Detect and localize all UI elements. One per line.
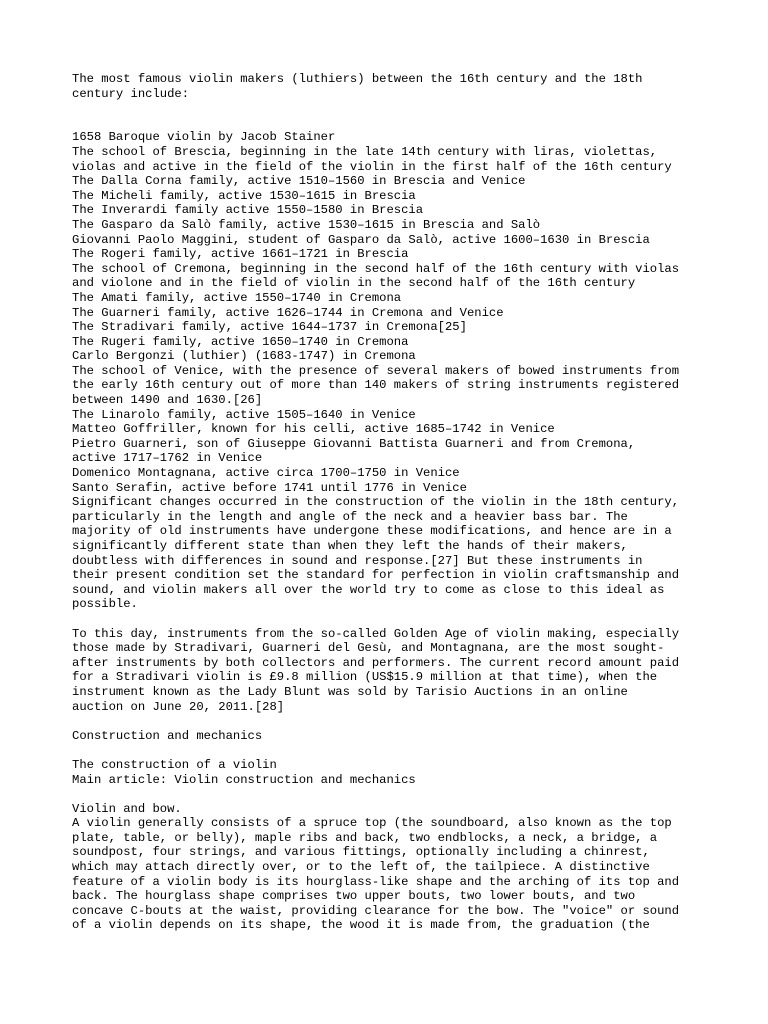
main-article-link: Main article: Violin construction and mechanics xyxy=(72,772,416,787)
text-line: between 1490 and 1630.[26] xyxy=(72,393,263,408)
text-line: majority of old instruments have undergone these modifications, and hence are in a xyxy=(72,524,672,539)
text-line: The school of Brescia, beginning in the late 14th century with liras, violettas, xyxy=(72,144,658,159)
text-line: particularly in the length and angle of the neck and a heavier bass bar. The xyxy=(72,509,628,524)
text-line: 1658 Baroque violin by Jacob Stainer xyxy=(72,130,336,145)
text-line: The Micheli family, active 1530–1615 in Brescia xyxy=(72,188,416,203)
text-line: and violone and in the field of violin in the second half of the 16th century xyxy=(72,276,636,291)
text-line: plate, table, or belly), maple ribs and back, two endblocks, a neck, a bridge, a xyxy=(72,830,658,845)
text-line: Domenico Montagnana, active circa 1700–1750 in Venice xyxy=(72,466,460,481)
text-line: century include: xyxy=(72,86,190,101)
text-line: To this day, instruments from the so-called Golden Age of violin making, especially xyxy=(72,626,680,641)
text-line: of a violin depends on its shape, the wood it is made from, the graduation (the xyxy=(72,918,650,933)
text-line: sound, and violin makers all over the world try to come as close to this ideal as xyxy=(72,582,665,597)
text-line: for a Stradivari violin is £9.8 million (US$15.9 million at that time), when the xyxy=(72,670,658,685)
text-line: The school of Venice, with the presence of several makers of bowed instruments from xyxy=(72,363,680,378)
text-line: The most famous violin makers (luthiers) between the 16th century and the 18th xyxy=(72,72,643,86)
figure-caption xyxy=(72,758,712,787)
golden-age-paragraph xyxy=(72,627,712,715)
text-line: Giovanni Paolo Maggini, student of Gasparo da Salò, active 1600–1630 in Brescia xyxy=(72,232,650,247)
text-line: Pietro Guarneri, son of Giuseppe Giovanni Battista Guarneri and from Cremona, xyxy=(72,436,636,451)
text-line: The Rugeri family, active 1650–1740 in Cremona xyxy=(72,334,409,349)
makers-list xyxy=(72,130,712,612)
text-line: The Dalla Corna family, active 1510–1560 in Brescia and Venice xyxy=(72,174,526,189)
text-line: Carlo Bergonzi (luthier) (1683-1747) in Cremona xyxy=(72,349,416,364)
text-line: their present condition set the standard for perfection in violin craftsmanship and xyxy=(72,568,680,583)
text-line: active 1717–1762 in Venice xyxy=(72,451,263,466)
text-line: The Gasparo da Salò family, active 1530–1615 in Brescia and Salò xyxy=(72,217,541,232)
text-line: the early 16th century out of more than 140 makers of string instruments registered xyxy=(72,378,680,393)
construction-paragraph xyxy=(72,802,712,933)
text-line: instrument known as the Lady Blunt was sold by Tarisio Auctions in an online xyxy=(72,684,628,699)
text-line: The Linarolo family, active 1505–1640 in Venice xyxy=(72,407,416,422)
text-line: back. The hourglass shape comprises two upper bouts, two lower bouts, and two xyxy=(72,889,636,904)
section-heading: Construction and mechanics xyxy=(72,728,263,743)
text-line: The Guarneri family, active 1626–1744 in Cremona and Venice xyxy=(72,305,504,320)
document-page xyxy=(72,72,712,933)
text-line: those made by Stradivari, Guarneri del Gesù, and Montagnana, are the most sought- xyxy=(72,641,665,656)
text-line: Violin and bow. xyxy=(72,801,182,816)
text-line: feature of a violin body is its hourglass-like shape and the arching of its top and xyxy=(72,874,680,889)
text-line: possible. xyxy=(72,597,138,612)
text-line: which may attach directly over, or to the left of, the tailpiece. A distinctive xyxy=(72,860,650,875)
text-line: Santo Serafin, active before 1741 until 1776 in Venice xyxy=(72,480,467,495)
caption-line: The construction of a violin xyxy=(72,757,277,772)
intro-paragraph xyxy=(72,72,712,101)
text-line: The Rogeri family, active 1661–1721 in Brescia xyxy=(72,247,409,262)
text-line: after instruments by both collectors and performers. The current record amount paid xyxy=(72,655,680,670)
text-line: The Amati family, active 1550–1740 in Cremona xyxy=(72,290,402,305)
text-line: concave C-bouts at the waist, providing clearance for the bow. The "voice" or sound xyxy=(72,903,680,918)
text-line: A violin generally consists of a spruce top (the soundboard, also known as the top xyxy=(72,816,672,831)
text-line: violas and active in the field of the violin in the first half of the 16th century xyxy=(72,159,672,174)
text-line: doubtless with differences in sound and response.[27] But these instruments in xyxy=(72,553,643,568)
text-line: The Stradivari family, active 1644–1737 in Cremona[25] xyxy=(72,320,467,335)
text-line: Matteo Goffriller, known for his celli, active 1685–1742 in Venice xyxy=(72,422,555,437)
text-line: soundpost, four strings, and various fittings, optionally including a chinrest, xyxy=(72,845,650,860)
text-line: Significant changes occurred in the construction of the violin in the 18th century, xyxy=(72,495,680,510)
text-line: The Inverardi family active 1550–1580 in Brescia xyxy=(72,203,424,218)
text-line: significantly different state than when they left the hands of their makers, xyxy=(72,539,628,553)
text-line: The school of Cremona, beginning in the second half of the 16th century with violas xyxy=(72,261,680,276)
text-line: auction on June 20, 2011.[28] xyxy=(72,699,285,714)
